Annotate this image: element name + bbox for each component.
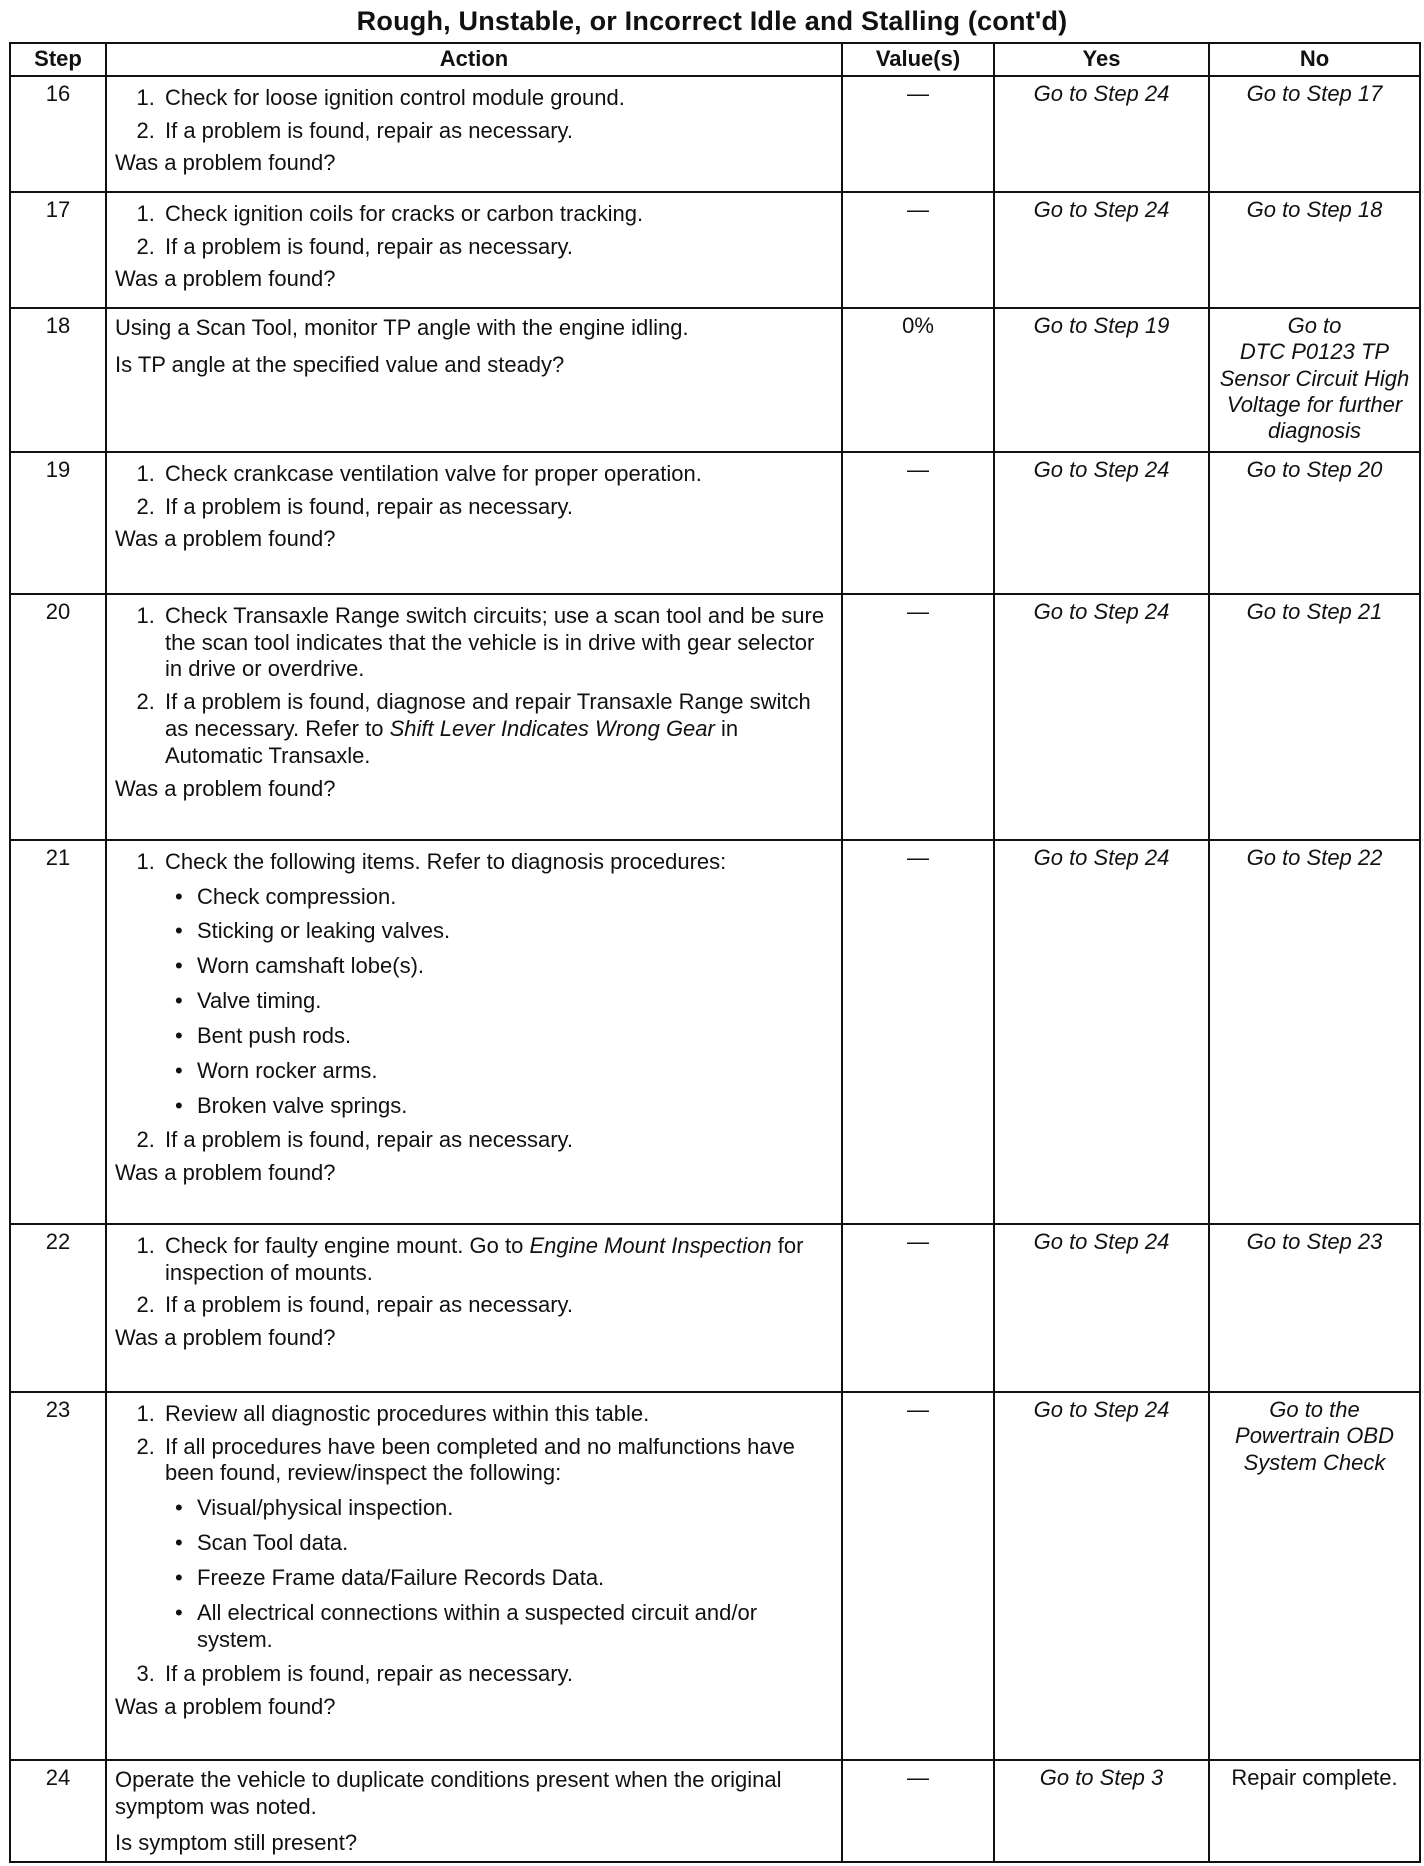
header-row	[10, 43, 1420, 76]
step-number: 24	[10, 1760, 106, 1862]
no-cell: Go to Step 17	[1209, 76, 1420, 192]
action-item-text: Check for faulty engine mount. Go to	[165, 1232, 524, 1258]
bullet-list	[165, 884, 833, 1120]
action-question: Is symptom still present?	[115, 1830, 358, 1856]
no-suffix-text: for further diagnosis	[1268, 392, 1403, 444]
header-no: No	[1209, 43, 1420, 76]
action-question: Was a problem found?	[115, 266, 336, 292]
step-number: 17	[10, 192, 106, 308]
no-goto-text: Go to	[1287, 312, 1342, 338]
yes-cell: Go to Step 24	[994, 1392, 1209, 1760]
step-number: 22	[10, 1224, 106, 1392]
no-cell: Go to Step 23	[1209, 1224, 1420, 1392]
no-cell	[1209, 1392, 1420, 1760]
action-cell	[106, 1224, 842, 1392]
bullet-item: • Check compression.	[193, 884, 833, 911]
no-cell: Go to Step 21	[1209, 594, 1420, 840]
value-cell: 0%	[842, 308, 994, 452]
action-item-text: in Automatic Transaxle.	[165, 716, 739, 768]
table-row-step-17	[10, 192, 1420, 308]
no-goto-text: Go to the	[1269, 1396, 1360, 1422]
action-question: Is TP angle at the specified value and steady?	[115, 351, 565, 377]
yes-cell: Go to Step 24	[994, 594, 1209, 840]
step-number: 16	[10, 76, 106, 192]
value-cell: —	[842, 1392, 994, 1760]
action-question: Was a problem found?	[115, 1694, 336, 1720]
value-cell: —	[842, 76, 994, 192]
step-number: 21	[10, 840, 106, 1224]
no-cell	[1209, 308, 1420, 452]
table-row-step-24	[10, 1760, 1420, 1862]
action-item: 1. Review all diagnostic procedures within this table.	[161, 1401, 833, 1428]
action-item-text: for inspection of mounts.	[165, 1232, 804, 1285]
action-item: 2. If a problem is found, repair as necessary.	[161, 1127, 833, 1154]
action-question: Was a problem found?	[115, 1325, 336, 1351]
bullet-item: • All electrical connections within a suspected circuit and/or system.	[193, 1600, 833, 1654]
table-row-step-21	[10, 840, 1420, 1224]
yes-cell: Go to Step 3	[994, 1760, 1209, 1862]
action-item: 2. If a problem is found, repair as necessary.	[161, 494, 833, 521]
action-text: Using a Scan Tool, monitor TP angle with the engine idling.	[115, 314, 689, 340]
action-text: Operate the vehicle to duplicate conditions present when the original symptom was noted.	[115, 1766, 782, 1819]
table-row-step-23	[10, 1392, 1420, 1760]
no-cell: Repair complete.	[1209, 1760, 1420, 1862]
yes-cell: Go to Step 19	[994, 308, 1209, 452]
value-cell: —	[842, 192, 994, 308]
action-cell	[106, 192, 842, 308]
header-yes: Yes	[994, 43, 1209, 76]
no-cell: Go to Step 18	[1209, 192, 1420, 308]
yes-cell: Go to Step 24	[994, 840, 1209, 1224]
action-item: 2. If a problem is found, repair as necessary.	[161, 118, 833, 145]
bullet-item: • Worn rocker arms.	[193, 1058, 833, 1085]
action-cell	[106, 840, 842, 1224]
step-number: 19	[10, 452, 106, 594]
bullet-item: • Bent push rods.	[193, 1023, 833, 1050]
value-cell: —	[842, 594, 994, 840]
header-values: Value(s)	[842, 43, 994, 76]
table-row-step-19	[10, 452, 1420, 594]
action-item: 1. Check crankcase ventilation valve for proper operation.	[161, 461, 833, 488]
diagnostic-table	[9, 42, 1421, 1863]
bullet-list	[165, 1495, 833, 1653]
step-number: 23	[10, 1392, 106, 1760]
shift-lever-reference-link[interactable]: Shift Lever Indicates Wrong Gear	[389, 716, 715, 742]
bullet-item: • Sticking or leaking valves.	[193, 918, 833, 945]
action-question: Was a problem found?	[115, 150, 336, 176]
action-item: 1. Check Transaxle Range switch circuits; use a scan tool and be sure the scan tool indicates that the vehicle is in drive with gear selector in drive or overdrive.	[161, 603, 833, 683]
action-item: 1. Check for loose ignition control module ground.	[161, 85, 833, 112]
value-cell: —	[842, 1760, 994, 1862]
action-cell	[106, 594, 842, 840]
yes-cell: Go to Step 24	[994, 452, 1209, 594]
action-item	[161, 689, 833, 769]
action-item: 3. If a problem is found, repair as necessary.	[161, 1661, 833, 1688]
action-item	[161, 849, 833, 1120]
action-item	[161, 1233, 833, 1287]
engine-mount-reference-link[interactable]: Engine Mount Inspection	[529, 1232, 772, 1258]
action-question: Was a problem found?	[115, 775, 336, 801]
table-row-step-20	[10, 594, 1420, 840]
value-cell: —	[842, 1224, 994, 1392]
action-item: 2. If a problem is found, repair as necessary.	[161, 234, 833, 261]
powertrain-obd-reference-link[interactable]: Powertrain OBD System Check	[1235, 1423, 1394, 1475]
yes-cell: Go to Step 24	[994, 76, 1209, 192]
step-number: 20	[10, 594, 106, 840]
table-row-step-16	[10, 76, 1420, 192]
action-item: 1. Check ignition coils for cracks or carbon tracking.	[161, 201, 833, 228]
table-row-step-22	[10, 1224, 1420, 1392]
action-item-text: If a problem is found, diagnose and repair Transaxle Range switch as necessary. Refer to	[165, 689, 811, 742]
action-cell	[106, 1392, 842, 1760]
bullet-item: • Broken valve springs.	[193, 1093, 833, 1120]
step-number: 18	[10, 308, 106, 452]
bullet-item: • Visual/physical inspection.	[193, 1495, 833, 1522]
header-action: Action	[106, 43, 842, 76]
yes-cell: Go to Step 24	[994, 1224, 1209, 1392]
dtc-reference-link[interactable]: DTC P0123 TP Sensor Circuit High Voltage	[1219, 339, 1410, 417]
action-item-text: If all procedures have been completed and no malfunctions have been found, review/inspect the following:	[165, 1433, 795, 1486]
no-cell: Go to Step 20	[1209, 452, 1420, 594]
header-step: Step	[10, 43, 106, 76]
action-cell	[106, 1760, 842, 1862]
value-cell: —	[842, 452, 994, 594]
action-item-text: Check the following items. Refer to diagnosis procedures:	[165, 848, 727, 874]
action-cell	[106, 452, 842, 594]
bullet-item: • Worn camshaft lobe(s).	[193, 953, 833, 980]
table-row-step-18	[10, 308, 1420, 452]
action-item	[161, 1434, 833, 1654]
yes-cell: Go to Step 24	[994, 192, 1209, 308]
action-item: 2. If a problem is found, repair as necessary.	[161, 1292, 833, 1319]
bullet-item: • Scan Tool data.	[193, 1530, 833, 1557]
action-cell	[106, 76, 842, 192]
action-question: Was a problem found?	[115, 1160, 336, 1186]
value-cell: —	[842, 840, 994, 1224]
action-cell	[106, 308, 842, 452]
page-title: Rough, Unstable, or Incorrect Idle and Stalling (cont'd)	[356, 6, 1068, 36]
no-cell: Go to Step 22	[1209, 840, 1420, 1224]
bullet-item: • Freeze Frame data/Failure Records Data.	[193, 1565, 833, 1592]
bullet-item: • Valve timing.	[193, 988, 833, 1015]
action-question: Was a problem found?	[115, 526, 336, 552]
